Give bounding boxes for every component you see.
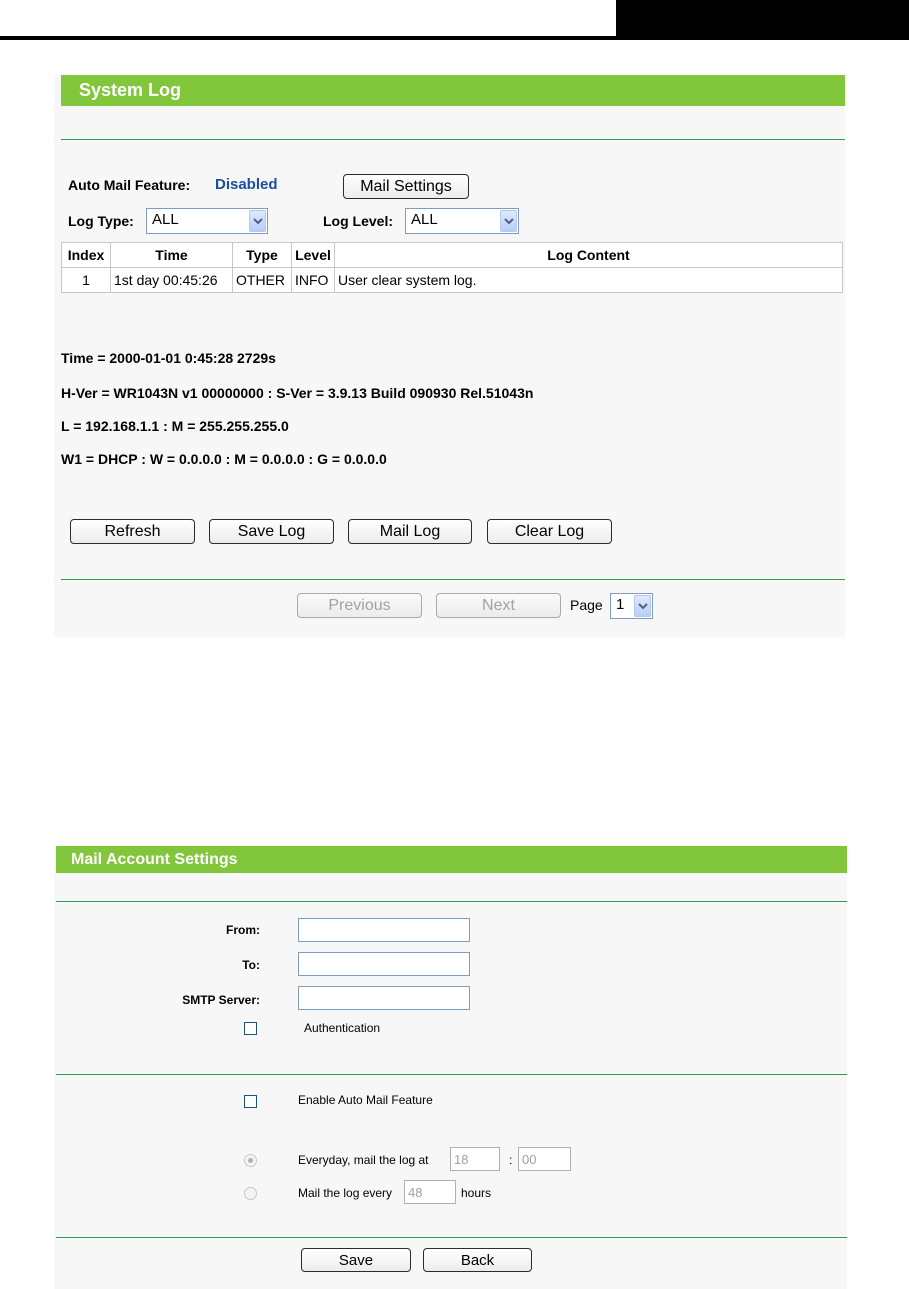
cell-level: INFO — [292, 268, 335, 293]
info-wan: W1 = DHCP : W = 0.0.0.0 : M = 0.0.0.0 : G = 0.0.0.0 — [61, 451, 387, 467]
log-level-value: ALL — [411, 211, 438, 228]
to-label: To: — [242, 958, 260, 972]
cell-type: OTHER — [233, 268, 292, 293]
everyday-label: Everyday, mail the log at — [298, 1153, 429, 1167]
cell-index: 1 — [62, 268, 111, 293]
previous-button[interactable]: Previous — [297, 593, 422, 618]
col-index: Index — [62, 243, 111, 268]
mail-settings-button[interactable]: Mail Settings — [343, 174, 469, 199]
cell-log-content: User clear system log. — [335, 268, 843, 293]
info-time: Time = 2000-01-01 0:45:28 2729s — [61, 350, 276, 366]
smtp-server-input[interactable] — [298, 986, 470, 1010]
log-level-select[interactable] — [405, 208, 519, 234]
page-label: Page — [570, 597, 603, 613]
interval-label: Mail the log every — [298, 1186, 393, 1200]
log-level-label: Log Level: — [323, 213, 394, 229]
info-version: H-Ver = WR1043N v1 00000000 : S-Ver = 3.9.13 Build 090930 Rel.51043n — [61, 385, 534, 401]
mail-settings-title: Mail Account Settings — [56, 846, 847, 873]
enable-auto-mail-checkbox[interactable] — [244, 1095, 257, 1108]
info-lan: L = 192.168.1.1 : M = 255.255.255.0 — [61, 418, 289, 434]
divider — [61, 139, 845, 140]
header-rule — [0, 36, 909, 40]
divider — [56, 901, 847, 902]
auto-mail-label: Auto Mail Feature: — [68, 177, 191, 193]
interval-input[interactable] — [404, 1180, 456, 1204]
system-log-title: System Log — [61, 75, 845, 106]
log-type-value: ALL — [152, 211, 179, 228]
next-button[interactable]: Next — [436, 593, 561, 618]
mail-settings-panel — [54, 846, 847, 1289]
page-value: 1 — [616, 596, 625, 613]
save-log-button[interactable]: Save Log — [209, 519, 334, 544]
from-input[interactable] — [298, 918, 470, 942]
table-header-row — [62, 243, 843, 268]
divider — [56, 1237, 847, 1238]
time-colon: : — [509, 1153, 513, 1167]
chevron-down-icon[interactable] — [249, 210, 266, 232]
authentication-label: Authentication — [304, 1021, 381, 1035]
mail-log-button[interactable]: Mail Log — [348, 519, 472, 544]
log-type-select[interactable] — [146, 208, 268, 234]
log-type-label: Log Type: — [68, 213, 134, 229]
hour-input[interactable] — [450, 1147, 500, 1171]
to-input[interactable] — [298, 952, 470, 976]
cell-time: 1st day 00:45:26 — [111, 268, 233, 293]
chevron-down-icon[interactable] — [634, 595, 651, 617]
chevron-down-icon[interactable] — [500, 210, 517, 232]
log-table — [61, 242, 843, 293]
header-black-block — [616, 0, 909, 38]
col-time: Time — [111, 243, 233, 268]
divider — [61, 579, 845, 580]
table-row — [62, 268, 843, 293]
refresh-button[interactable]: Refresh — [70, 519, 195, 544]
interval-radio[interactable] — [244, 1187, 257, 1200]
col-level: Level — [292, 243, 335, 268]
col-type: Type — [233, 243, 292, 268]
clear-log-button[interactable]: Clear Log — [487, 519, 612, 544]
hours-label: hours — [461, 1186, 492, 1200]
smtp-server-label: SMTP Server: — [182, 993, 260, 1007]
authentication-checkbox[interactable] — [244, 1022, 257, 1035]
divider — [56, 1074, 847, 1075]
col-log-content: Log Content — [335, 243, 843, 268]
enable-auto-mail-label: Enable Auto Mail Feature — [298, 1093, 433, 1107]
save-button[interactable]: Save — [301, 1248, 411, 1272]
auto-mail-status: Disabled — [215, 176, 278, 193]
minute-input[interactable] — [518, 1147, 571, 1171]
page-select[interactable] — [610, 593, 653, 619]
everyday-radio[interactable] — [244, 1154, 257, 1167]
from-label: From: — [226, 923, 260, 937]
back-button[interactable]: Back — [423, 1248, 532, 1272]
